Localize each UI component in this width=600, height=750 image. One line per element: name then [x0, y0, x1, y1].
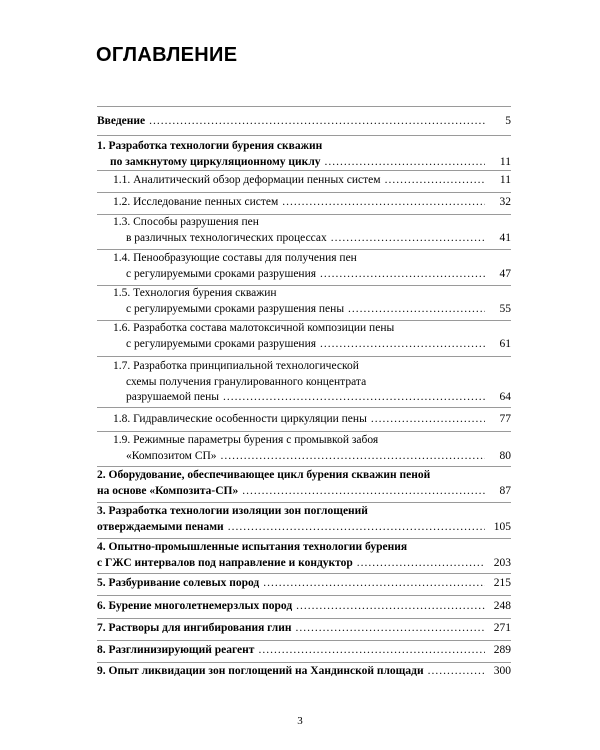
toc-entry-1-3[interactable] — [113, 215, 511, 246]
toc-entry-chapter-4[interactable] — [97, 540, 511, 571]
toc-entry-1-9[interactable] — [113, 433, 511, 464]
dot-leader — [348, 302, 485, 318]
dot-leader — [357, 556, 485, 572]
entry-title-line: с регулируемыми сроками разрушения — [126, 267, 317, 280]
entry-title-line: отверждаемыми пенами — [97, 520, 224, 533]
entry-title-line: с ГЖС интервалов под направление и кондуктор — [97, 556, 353, 569]
entry-title: Введение — [97, 115, 146, 127]
divider — [97, 249, 511, 250]
toc-entry-1-7[interactable] — [113, 359, 511, 406]
dot-leader — [149, 114, 485, 130]
divider — [97, 407, 511, 408]
entry-page: 11 — [499, 155, 511, 168]
entry-page: 77 — [499, 413, 511, 425]
toc-entry-chapter-2[interactable] — [97, 468, 511, 499]
entry-title-line: разрушаемой пены — [126, 391, 220, 403]
dot-leader — [258, 643, 485, 659]
divider — [97, 640, 511, 641]
entry-page: 64 — [499, 391, 511, 403]
divider — [97, 466, 511, 467]
dot-leader — [296, 599, 485, 615]
dot-leader — [428, 664, 485, 680]
entry-title-line: 2. Оборудование, обеспечивающее цикл бурения скважин пеной — [97, 469, 431, 481]
entry-title-line: 1.7. Разработка принципиальной технологической — [113, 360, 359, 372]
dot-leader — [325, 155, 485, 171]
entry-page: 300 — [493, 665, 511, 677]
entry-page: 55 — [499, 302, 511, 315]
entry-title-line: 3. Разработка технологии изоляции зон поглощений — [97, 505, 368, 517]
dot-leader — [296, 621, 485, 637]
toc-entry-chapter-6[interactable] — [97, 599, 511, 615]
entry-title-line: 1.9. Режимные параметры бурения с промывкой забоя — [113, 434, 379, 446]
divider — [97, 431, 511, 432]
divider — [97, 192, 511, 193]
entry-page: 47 — [499, 267, 511, 280]
divider — [97, 595, 511, 596]
dot-leader — [320, 267, 485, 283]
entry-page: 289 — [493, 644, 511, 656]
entry-title-line: на основе «Композита-СП» — [97, 484, 239, 497]
toc-entry-1-4[interactable] — [113, 251, 511, 282]
dot-leader — [385, 173, 485, 189]
entry-title-line: в различных технологических процессах — [126, 231, 327, 244]
toc-entry-1-1[interactable] — [113, 173, 511, 189]
divider — [97, 662, 511, 663]
page-title: ОГЛАВЛЕНИЕ — [96, 44, 238, 66]
entry-page: 41 — [499, 231, 511, 244]
toc-entry-intro[interactable] — [97, 114, 511, 130]
entry-page: 5 — [505, 115, 511, 127]
entry-page: 203 — [493, 556, 511, 569]
toc-entry-1-2[interactable] — [113, 195, 511, 211]
toc-entry-chapter-8[interactable] — [97, 643, 511, 659]
entry-page: 11 — [499, 174, 511, 186]
entry-title: 1.1. Аналитический обзор деформации пенных систем — [113, 174, 381, 186]
dot-leader — [223, 390, 485, 406]
dot-leader — [221, 449, 485, 465]
entry-title: 1.8. Гидравлические особенности циркуляции пены — [113, 413, 367, 425]
entry-page: 105 — [493, 520, 511, 533]
toc-entry-1-8[interactable] — [113, 412, 511, 428]
divider — [97, 170, 511, 171]
entry-title-line: 1.6. Разработка состава малотоксичной композиции пены — [113, 322, 395, 334]
page-number: 3 — [297, 715, 303, 727]
entry-page: 215 — [493, 577, 511, 589]
entry-title-line: 1. Разработка технологии бурения скважин — [97, 140, 323, 152]
entry-title-line: «Композитом СП» — [126, 449, 217, 462]
dot-leader — [282, 195, 485, 211]
dot-leader — [371, 412, 485, 428]
entry-page: 32 — [499, 196, 511, 208]
entry-title-line: по замкнутому циркуляционному циклу — [110, 155, 321, 168]
entry-title: 1.2. Исследование пенных систем — [113, 196, 279, 208]
toc-entry-chapter-3[interactable] — [97, 504, 511, 535]
dot-leader — [228, 520, 485, 536]
toc-entry-1-6[interactable] — [113, 321, 511, 352]
divider — [97, 356, 511, 357]
divider — [97, 502, 511, 503]
toc-entry-chapter-9[interactable] — [97, 664, 511, 680]
entry-page: 87 — [499, 484, 511, 497]
divider — [97, 618, 511, 619]
entry-title: 5. Разбуривание солевых пород — [97, 577, 260, 589]
entry-title-line: 4. Опытно-промышленные испытания технологии бурения — [97, 541, 408, 553]
toc-entry-1-5[interactable] — [113, 286, 511, 317]
divider — [97, 538, 511, 539]
entry-title-line: с регулируемыми сроками разрушения пены — [126, 302, 345, 315]
entry-title: 8. Разглинизирующий реагент — [97, 644, 255, 656]
dot-leader — [320, 337, 485, 353]
entry-title: 9. Опыт ликвидации зон поглощений на Хандинской площади — [97, 665, 424, 677]
entry-title-line: 1.4. Пенообразующие составы для получения пен — [113, 252, 357, 264]
entry-page: 271 — [493, 622, 511, 634]
entry-title-line: схемы получения гранулированного концентрата — [126, 375, 367, 388]
entry-title-line: с регулируемыми сроками разрушения — [126, 337, 317, 350]
entry-title: 7. Растворы для ингибирования глин — [97, 622, 292, 634]
entry-page: 80 — [499, 449, 511, 462]
entry-title-line: 1.3. Способы разрушения пен — [113, 216, 259, 228]
dot-leader — [331, 231, 485, 247]
entry-page: 248 — [493, 600, 511, 612]
dot-leader — [242, 484, 485, 500]
toc-entry-chapter-1[interactable] — [97, 139, 511, 170]
dot-leader — [263, 576, 485, 592]
toc-entry-chapter-7[interactable] — [97, 621, 511, 637]
entry-title-line: 1.5. Технология бурения скважин — [113, 287, 277, 299]
divider — [97, 106, 511, 107]
divider — [97, 135, 511, 136]
divider — [97, 573, 511, 574]
entry-page: 61 — [499, 337, 511, 350]
entry-title: 6. Бурение многолетнемерзлых пород — [97, 600, 293, 612]
toc-entry-chapter-5[interactable] — [97, 576, 511, 592]
